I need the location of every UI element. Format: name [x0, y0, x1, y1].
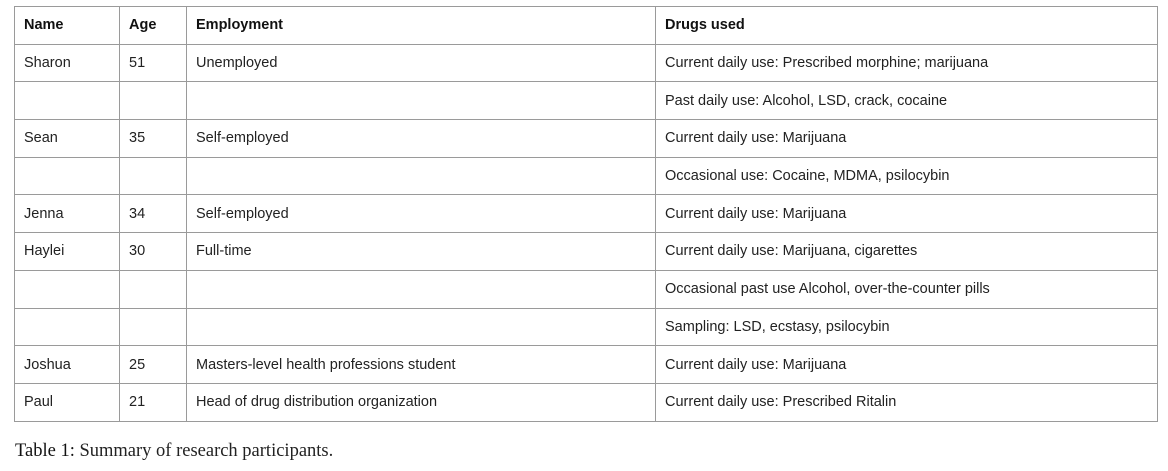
- table-header-row: [15, 7, 1158, 45]
- header-age: Age: [120, 7, 187, 45]
- table-row: [15, 308, 1158, 346]
- cell-employment: Unemployed: [187, 44, 656, 82]
- cell-age: [120, 157, 187, 195]
- header-name: Name: [15, 7, 120, 45]
- cell-age: 34: [120, 195, 187, 233]
- table-row: [15, 270, 1158, 308]
- cell-name: [15, 270, 120, 308]
- cell-name: Sharon: [15, 44, 120, 82]
- table-caption: [15, 441, 333, 462]
- cell-name: [15, 157, 120, 195]
- cell-drugs-used: Current daily use: Prescribed morphine; marijuana: [656, 44, 1158, 82]
- cell-name: Haylei: [15, 233, 120, 271]
- cell-age: [120, 82, 187, 120]
- cell-drugs-used: Current daily use: Prescribed Ritalin: [656, 383, 1158, 421]
- cell-employment: [187, 270, 656, 308]
- cell-age: 30: [120, 233, 187, 271]
- cell-age: 25: [120, 346, 187, 384]
- cell-employment: Self-employed: [187, 120, 656, 158]
- cell-drugs-used: Current daily use: Marijuana: [656, 120, 1158, 158]
- cell-age: [120, 308, 187, 346]
- cell-age: 35: [120, 120, 187, 158]
- cell-employment: Full-time: [187, 233, 656, 271]
- table-row: [15, 233, 1158, 271]
- cell-employment: Self-employed: [187, 195, 656, 233]
- participants-table-container: [14, 6, 1157, 422]
- cell-drugs-used: Current daily use: Marijuana: [656, 346, 1158, 384]
- cell-employment: [187, 82, 656, 120]
- table-row: [15, 195, 1158, 233]
- table-row: [15, 157, 1158, 195]
- cell-age: 21: [120, 383, 187, 421]
- table-row: [15, 346, 1158, 384]
- header-drugs-used: Drugs used: [656, 7, 1158, 45]
- table-row: [15, 82, 1158, 120]
- header-employment: Employment: [187, 7, 656, 45]
- cell-drugs-used: Current daily use: Marijuana: [656, 195, 1158, 233]
- table-row: [15, 120, 1158, 158]
- cell-age: [120, 270, 187, 308]
- caption-label: Table 1:: [15, 441, 75, 461]
- cell-drugs-used: Sampling: LSD, ecstasy, psilocybin: [656, 308, 1158, 346]
- table-row: [15, 383, 1158, 421]
- cell-name: Paul: [15, 383, 120, 421]
- cell-name: [15, 308, 120, 346]
- table-row: [15, 44, 1158, 82]
- cell-employment: [187, 308, 656, 346]
- cell-age: 51: [120, 44, 187, 82]
- cell-name: Jenna: [15, 195, 120, 233]
- cell-drugs-used: Current daily use: Marijuana, cigarettes: [656, 233, 1158, 271]
- participants-table: [14, 6, 1158, 422]
- cell-name: Sean: [15, 120, 120, 158]
- cell-drugs-used: Occasional past use Alcohol, over-the-counter pills: [656, 270, 1158, 308]
- cell-employment: Masters-level health professions student: [187, 346, 656, 384]
- cell-name: [15, 82, 120, 120]
- cell-name: Joshua: [15, 346, 120, 384]
- cell-employment: [187, 157, 656, 195]
- cell-drugs-used: Past daily use: Alcohol, LSD, crack, cocaine: [656, 82, 1158, 120]
- caption-text: Summary of research participants.: [74, 441, 334, 461]
- cell-drugs-used: Occasional use: Cocaine, MDMA, psilocybin: [656, 157, 1158, 195]
- cell-employment: Head of drug distribution organization: [187, 383, 656, 421]
